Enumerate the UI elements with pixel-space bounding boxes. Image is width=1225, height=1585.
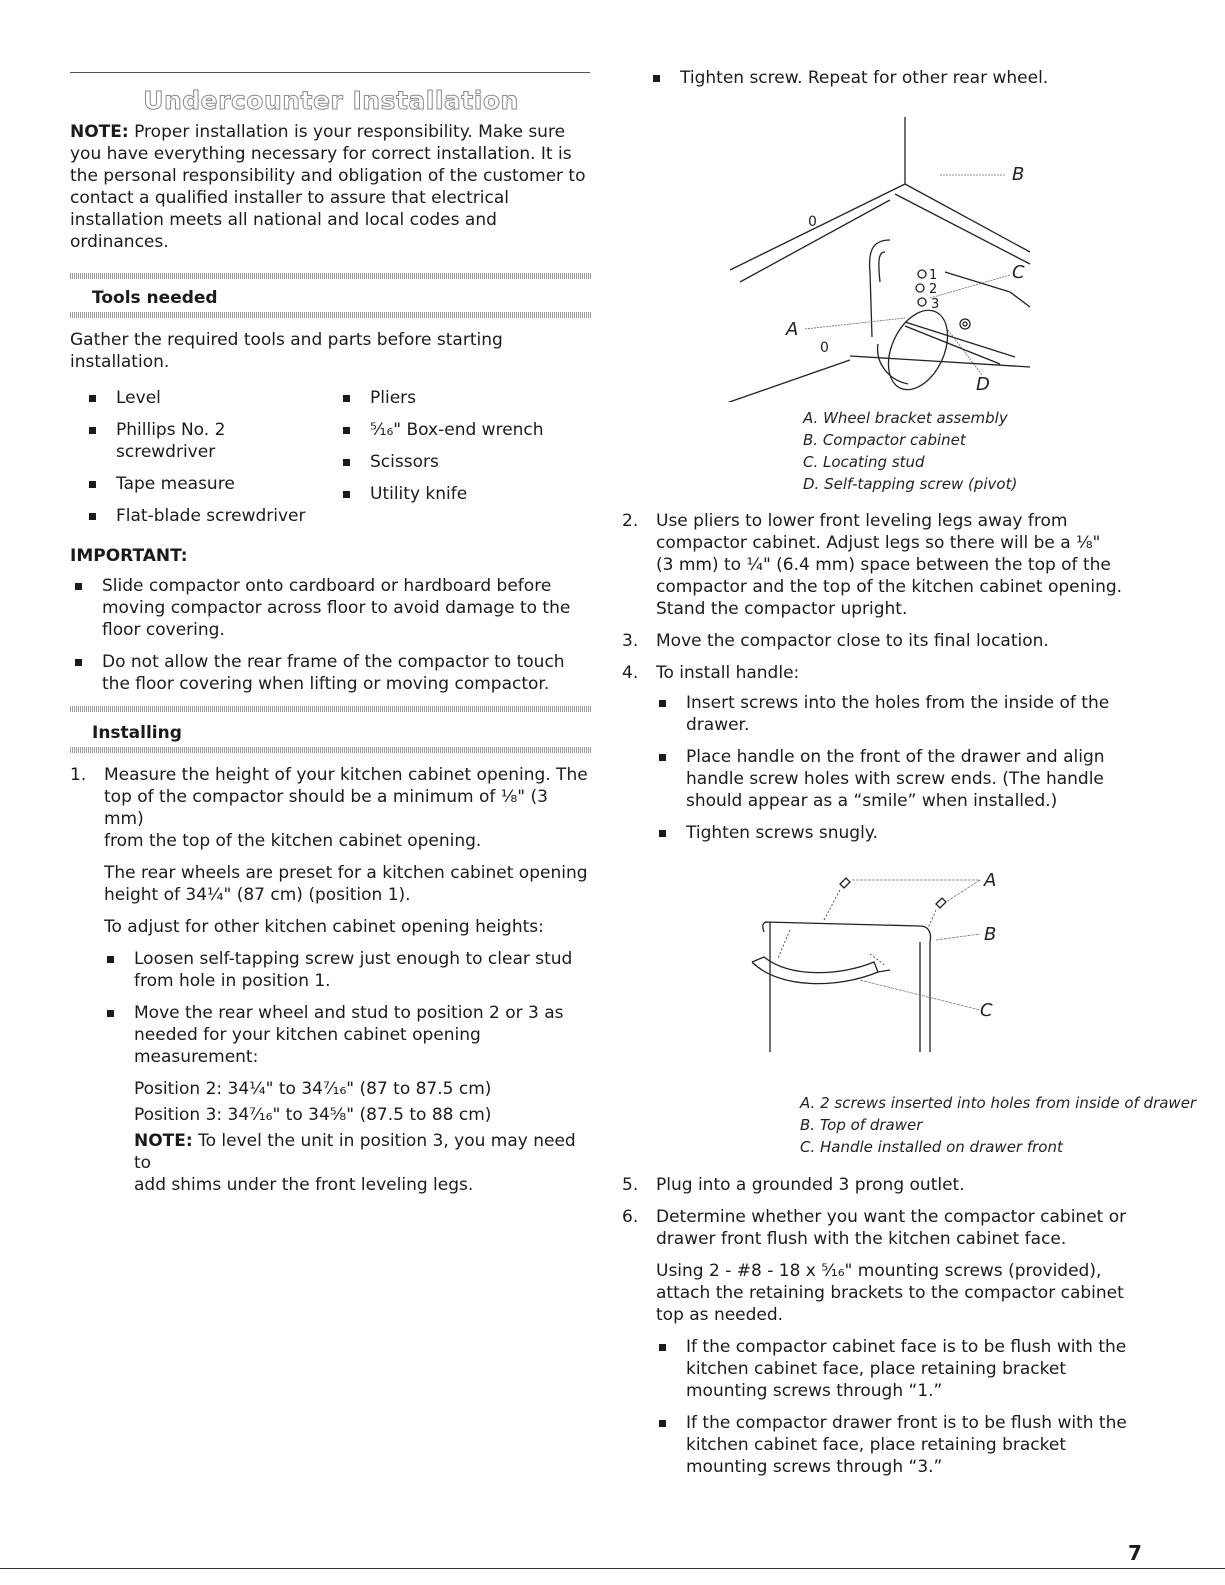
tool-label: Flat-blade screwdriver bbox=[116, 506, 306, 526]
caption-line: C. Handle installed on drawer front bbox=[800, 1138, 1063, 1156]
divider bbox=[70, 747, 592, 753]
note-intro bbox=[70, 121, 592, 253]
bullet-icon bbox=[89, 395, 96, 402]
bullet-line: kitchen cabinet face, place retaining bracket bbox=[686, 1359, 1066, 1379]
label-a: A bbox=[786, 319, 799, 340]
divider bbox=[70, 312, 592, 318]
caption-line: D. Self-tapping screw (pivot) bbox=[803, 475, 1018, 493]
step-bullet bbox=[656, 1336, 1137, 1402]
position-3-text: Position 3: 34⁷⁄₁₆" to 34⁵⁄₈" (87.5 to 88 cm) bbox=[134, 1105, 492, 1125]
item-line: floor covering. bbox=[102, 620, 225, 640]
bullet-icon bbox=[343, 427, 350, 434]
position-2-text: Position 2: 34¼" to 34⁷⁄₁₆" (87 to 87.5 cm) bbox=[134, 1079, 492, 1099]
bullet-icon bbox=[659, 830, 666, 837]
bullet-line: kitchen cabinet face, place retaining bracket bbox=[686, 1435, 1066, 1455]
label-c: C bbox=[980, 1000, 993, 1021]
tools-list-col2 bbox=[340, 387, 592, 515]
bullet-line: measurement: bbox=[134, 1047, 259, 1067]
bullet-icon bbox=[659, 754, 666, 761]
step-line: height of 34¼" (87 cm) (position 1). bbox=[104, 885, 411, 905]
divider bbox=[70, 706, 592, 712]
important-list bbox=[72, 575, 592, 705]
step-number: 6. bbox=[622, 1207, 639, 1227]
step-5 bbox=[622, 1174, 1137, 1196]
bullet-icon bbox=[75, 659, 82, 666]
position-3-label: 3 bbox=[931, 297, 940, 312]
step-number: 4. bbox=[622, 663, 639, 683]
right-steps-lower bbox=[622, 1174, 1137, 1488]
step-line: drawer front flush with the kitchen cabinet face. bbox=[656, 1229, 1067, 1249]
tool-item bbox=[86, 419, 326, 463]
bullet-line: Tighten screws snugly. bbox=[686, 823, 878, 843]
tool-label: Scissors bbox=[370, 452, 439, 472]
bullet-line: mounting screws through “1.” bbox=[686, 1381, 943, 1401]
figure-2-caption bbox=[800, 1092, 1196, 1158]
step-6 bbox=[622, 1206, 1137, 1478]
bullet-line: drawer. bbox=[686, 715, 750, 735]
page-number: 7 bbox=[1128, 1541, 1142, 1565]
step-line: top of the compactor should be a minimum of ⅛" (3 mm) bbox=[104, 787, 548, 829]
step-4 bbox=[622, 662, 1137, 844]
bullet-icon bbox=[89, 481, 96, 488]
step-bullet bbox=[656, 692, 1137, 736]
step-line: Use pliers to lower front leveling legs away from bbox=[656, 511, 1068, 531]
step-1 bbox=[70, 764, 592, 1206]
step-2 bbox=[622, 510, 1137, 620]
right-top-bullet bbox=[650, 67, 1130, 99]
step-number: 5. bbox=[622, 1175, 639, 1195]
label-d: D bbox=[976, 374, 990, 395]
note-line: you have everything necessary for correct installation. It is bbox=[70, 144, 572, 164]
bullet-line: mounting screws through “3.” bbox=[686, 1457, 943, 1477]
step-line: (3 mm) to ¼" (6.4 mm) space between the top of the bbox=[656, 555, 1111, 575]
label-b: B bbox=[984, 924, 997, 945]
caption-line: B. Top of drawer bbox=[800, 1116, 923, 1134]
step-line: compactor and the top of the kitchen cabinet opening. bbox=[656, 577, 1123, 597]
tool-label: Level bbox=[116, 388, 161, 408]
step-line: Determine whether you want the compactor cabinet or bbox=[656, 1207, 1127, 1227]
bullet-line: If the compactor cabinet face is to be flush with the bbox=[686, 1337, 1127, 1357]
step-line: To install handle: bbox=[656, 663, 800, 683]
bullet-line: needed for your kitchen cabinet opening bbox=[134, 1025, 481, 1045]
label-b: B bbox=[1012, 164, 1025, 185]
step-line: Using 2 - #8 - 18 x ⁵⁄₁₆" mounting screws (provided), bbox=[656, 1261, 1102, 1281]
divider bbox=[70, 273, 592, 279]
step-line: top as needed. bbox=[656, 1305, 784, 1325]
step-bullet bbox=[656, 1412, 1137, 1478]
note-line: installation meets all national and local codes and bbox=[70, 210, 497, 230]
note-line: add shims under the front leveling legs. bbox=[134, 1175, 474, 1195]
step-3 bbox=[622, 630, 1137, 652]
step-line: attach the retaining brackets to the compactor cabinet bbox=[656, 1283, 1124, 1303]
bullet-icon bbox=[659, 1420, 666, 1427]
step-line: from the top of the kitchen cabinet opening. bbox=[104, 831, 482, 851]
top-rule bbox=[70, 72, 590, 73]
tool-item bbox=[86, 505, 326, 527]
step-number: 3. bbox=[622, 631, 639, 651]
bullet-icon bbox=[343, 491, 350, 498]
step-body bbox=[70, 764, 592, 1196]
bullet-icon bbox=[75, 583, 82, 590]
position-2-label: 2 bbox=[929, 282, 938, 297]
bullet-line: handle screw holes with screw ends. (The handle bbox=[686, 769, 1104, 789]
bullet-line: Tighten screw. Repeat for other rear wheel. bbox=[680, 68, 1049, 88]
bullet-icon bbox=[653, 75, 660, 82]
note-label: NOTE: bbox=[70, 122, 129, 142]
bullet-icon bbox=[89, 427, 96, 434]
step-line: To adjust for other kitchen cabinet opening heights: bbox=[104, 917, 544, 937]
step-bullet bbox=[650, 67, 1130, 89]
step-line: compactor cabinet. Adjust legs so there will be a ⅛" bbox=[656, 533, 1101, 553]
tool-label: Utility knife bbox=[370, 484, 468, 504]
step-line: The rear wheels are preset for a kitchen cabinet opening bbox=[104, 863, 588, 883]
tools-intro-line: installation. bbox=[70, 352, 170, 372]
caption-line: A. 2 screws inserted into holes from inside of drawer bbox=[800, 1094, 1197, 1112]
bullet-icon bbox=[659, 700, 666, 707]
bullet-icon bbox=[89, 513, 96, 520]
tool-item bbox=[340, 387, 592, 409]
step-bullet bbox=[104, 948, 592, 992]
bullet-line: should appear as a “smile” when installed.) bbox=[686, 791, 1058, 811]
tool-item bbox=[340, 419, 592, 441]
tool-label: Phillips No. 2 bbox=[116, 420, 226, 440]
drawer-handle-figure bbox=[740, 862, 1010, 1077]
tools-intro bbox=[70, 329, 592, 373]
tool-label: screwdriver bbox=[116, 442, 216, 462]
hole-marker: 0 bbox=[808, 214, 817, 230]
tools-intro-line: Gather the required tools and parts before starting bbox=[70, 330, 503, 350]
wheel-bracket-figure bbox=[700, 112, 1060, 402]
bullet-line: from hole in position 1. bbox=[134, 971, 331, 991]
tool-item bbox=[86, 473, 326, 495]
important-heading: IMPORTANT: bbox=[70, 546, 188, 566]
bullet-icon bbox=[107, 1010, 114, 1017]
step-bullet bbox=[104, 1002, 592, 1196]
caption-line: A. Wheel bracket assembly bbox=[803, 409, 1008, 427]
note-line: ordinances. bbox=[70, 232, 169, 252]
important-item bbox=[72, 651, 592, 695]
position-1-label: 1 bbox=[929, 268, 938, 283]
bullet-line: Insert screws into the holes from the inside of the bbox=[686, 693, 1110, 713]
caption-line: B. Compactor cabinet bbox=[803, 431, 966, 449]
bottom-rule bbox=[0, 1568, 1225, 1569]
label-a: A bbox=[984, 870, 997, 891]
step-line: Stand the compactor upright. bbox=[656, 599, 908, 619]
step-line: Measure the height of your kitchen cabinet opening. The bbox=[104, 765, 588, 785]
tool-item bbox=[340, 451, 592, 473]
item-line: Do not allow the rear frame of the compactor to touch bbox=[102, 652, 565, 672]
bullet-icon bbox=[107, 956, 114, 963]
item-line: Slide compactor onto cardboard or hardboard before bbox=[102, 576, 552, 596]
bullet-icon bbox=[659, 1344, 666, 1351]
item-line: the floor covering when lifting or moving compactor. bbox=[102, 674, 550, 694]
bullet-icon bbox=[343, 395, 350, 402]
important-item bbox=[72, 575, 592, 641]
section-title: Undercounter Installation bbox=[143, 86, 519, 115]
tool-item bbox=[340, 483, 592, 505]
installing-heading: Installing bbox=[92, 723, 182, 743]
tool-label: ⁵⁄₁₆" Box-end wrench bbox=[370, 420, 544, 440]
caption-line: C. Locating stud bbox=[803, 453, 925, 471]
note-line: the personal responsibility and obligation of the customer to bbox=[70, 166, 586, 186]
note-line: To level the unit in position 3, you may need to bbox=[134, 1131, 576, 1173]
tool-label: Pliers bbox=[370, 388, 417, 408]
tools-heading: Tools needed bbox=[92, 288, 218, 308]
item-line: moving compactor across floor to avoid damage to the bbox=[102, 598, 571, 618]
right-steps bbox=[622, 510, 1137, 854]
bullet-icon bbox=[343, 459, 350, 466]
tool-label: Tape measure bbox=[116, 474, 235, 494]
tool-item bbox=[86, 387, 326, 409]
hole-marker: 0 bbox=[820, 340, 829, 356]
step-number: 1. bbox=[70, 765, 87, 785]
step-number: 2. bbox=[622, 511, 639, 531]
note-line: Proper installation is your responsibility. Make sure bbox=[134, 122, 566, 142]
bullet-line: Place handle on the front of the drawer and align bbox=[686, 747, 1105, 767]
step-line: Plug into a grounded 3 prong outlet. bbox=[656, 1175, 965, 1195]
bullet-line: Move the rear wheel and stud to position 2 or 3 as bbox=[134, 1003, 564, 1023]
tools-list-col1 bbox=[86, 387, 326, 537]
note-label: NOTE: bbox=[134, 1131, 193, 1151]
label-c: C bbox=[1012, 262, 1025, 283]
note-line: contact a qualified installer to assure that electrical bbox=[70, 188, 510, 208]
step-bullet bbox=[656, 822, 1137, 844]
bullet-line: Loosen self-tapping screw just enough to clear stud bbox=[134, 949, 573, 969]
step-bullet bbox=[656, 746, 1137, 812]
bullet-line: If the compactor drawer front is to be flush with the bbox=[686, 1413, 1127, 1433]
step-line: Move the compactor close to its final location. bbox=[656, 631, 1049, 651]
figure-1-caption bbox=[803, 407, 1017, 495]
